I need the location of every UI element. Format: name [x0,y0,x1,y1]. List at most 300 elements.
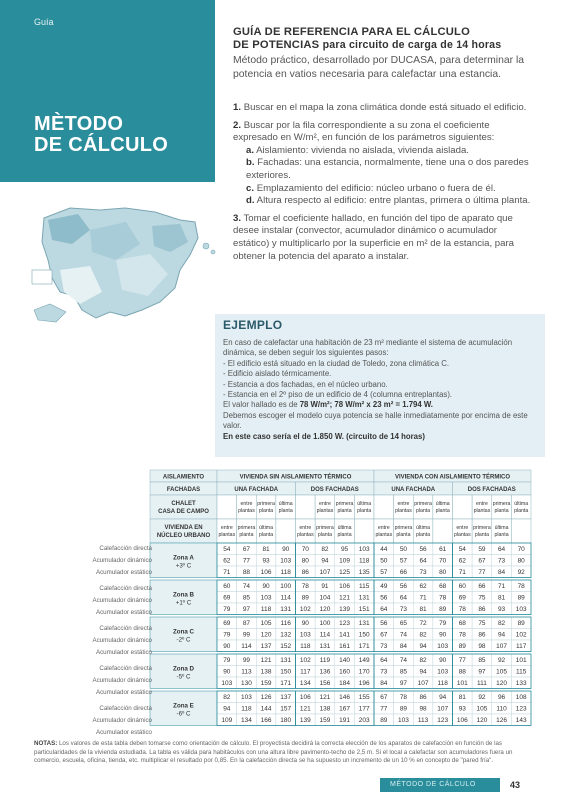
table-value: 100 [280,583,292,591]
table-value: 69 [223,594,231,602]
table-value: 89 [458,643,466,651]
table-value: 103 [280,557,292,565]
table-value: 140 [339,657,350,665]
table-value: 115 [516,668,527,676]
table-value: 81 [262,546,270,554]
table-row-label: Calefacción directa [99,625,152,632]
table-value: 82 [497,620,506,628]
table-value: 73 [419,569,427,577]
header-col-cell [296,519,316,543]
intro-paragraph: Método práctico, desarrollado por DUCASA, para determinar la potencia en vatios necesaria para calefactar una estancia. [233,55,525,80]
table-value: 103 [221,680,233,688]
table-value: 106 [456,717,468,725]
header-col-cell [413,495,433,519]
table-value: 141 [339,631,350,639]
step-2-b-text: Fachadas: una estancia, normalmente, tiene una o dos paredes exteriores. [246,157,529,181]
header-fachada-group: DOS FACHADAS [310,487,359,493]
spain-map-graphic [30,200,220,330]
step-2-c-text: Emplazamiento del edificio: núcleo urbano o fuera de él. [256,182,496,194]
table-value: 96 [497,694,506,702]
table-value: 62 [419,583,427,591]
header-col-cell [237,495,257,519]
header-col-line2: planta [258,508,274,514]
step-2-c-letter: c. [246,182,255,194]
table-value: 123 [339,620,350,628]
table-value: 131 [358,620,370,628]
table-value: 79 [439,620,447,628]
table-value: 109 [221,717,233,725]
table-value: 86 [478,631,486,639]
table-value: 82 [419,631,427,639]
example-bullet-1: - El edificio está situado en la ciudad de Toledo, zona climática C. [223,358,450,368]
notes-label: NOTAS: [34,740,58,747]
table-value: 137 [280,694,292,702]
zone-temp: -6º C [176,710,191,718]
table-value: 86 [478,606,486,614]
table-value: 61 [439,546,447,554]
table-value: 166 [260,717,272,725]
table-value: 90 [439,631,447,639]
step-2-b [233,157,533,182]
table-value: 94 [497,631,506,639]
header-nucleo-line2: NÚCLEO URBANO [156,533,211,539]
example-paragraph-2: Debemos escoger el modelo cuya potencia se halle inmediatamente por encima de este valor. [223,410,528,431]
table-value: 184 [339,680,350,688]
table-value: 90 [223,668,231,676]
table-value: 105 [260,620,272,628]
table-value: 85 [242,594,251,602]
header-col-line1: última [278,501,293,507]
header-col-line2: plantas [238,508,255,514]
header-chalet-cell [150,495,217,519]
table-value: 103 [437,643,449,651]
header-col-cell [256,519,276,543]
header-col-cell [413,519,433,543]
table-value: 93 [497,606,506,614]
table-value: 102 [515,631,527,639]
header-col-line2: plantas [453,532,471,538]
table-value: 171 [280,680,292,688]
table-row-label: Calefacción directa [99,705,152,712]
step-1 [233,102,533,115]
header-col-cell [472,495,492,519]
table-value: 59 [478,546,486,554]
header-col-line1: primera [335,501,354,507]
step-2-text: Buscar por la fila correspondiente a su zona el coeficiente expresado en W/m², en función de los parámetros siguientes: [233,119,495,144]
table-value: 117 [516,643,527,651]
table-value: 64 [419,557,427,565]
step-2-d [233,195,533,208]
header-col-line1: entre [319,501,331,507]
table-value: 109 [339,557,350,565]
table-value: 106 [260,569,272,577]
zone-name: Zona D [173,665,194,673]
example-result-value: 78 W/m²; 78 W/m² x 23 m² = 1.794 W. [299,400,433,410]
table-value: 87 [242,620,251,628]
table-value: 88 [458,668,466,676]
step-2-b-letter: b. [246,157,255,169]
table-value: 73 [380,643,388,651]
header-col-line1: entre [377,525,390,531]
table-value: 78 [458,606,466,614]
notes-text: Los valores de esta tabla deben tomarse como orientación de cálculo. El proyectista decidirá la correcta elección de los aparatos de calefacción en función de las particularidades de la vivienda estudiada. La tabla es válida para habitáculos con una altura libre pavimento-techo de 2,5 m. Si el local a calefactar son acumuladores fuera un comercio, escuela, oficina, tienda, etc. multiplicar el resultado por 0,85. En la calefacción directa se ha supuesto un incremento de un 10 % en concepto de "pared fría". [34,740,513,765]
table-value: 121 [299,705,311,713]
example-body [223,338,537,442]
table-value: 90 [282,546,290,554]
header-col-line1: última [259,525,273,531]
table-row-label: Calefacción directa [99,545,152,552]
header-col-cell [354,495,374,519]
table-row-label: Acumulador dinámico [92,677,152,684]
table-value: 73 [497,557,506,565]
table-row-label: Acumulador estático [95,689,152,696]
step-3-number: 3. [233,212,242,224]
step-2-c [233,183,533,196]
header-col-line1: primera [473,525,491,531]
title-line-1: GUÍA DE REFERENCIA PARA EL CÁLCULO [233,26,470,38]
title-line-2 [233,39,538,52]
table-value: 95 [340,546,349,554]
header-sin-aislamiento: VIVIENDA SIN AISLAMIENTO TÉRMICO [239,474,352,481]
table-value: 143 [515,717,527,725]
table-value: 146 [339,694,350,702]
table-value: 99 [242,631,251,639]
table-value: 67 [380,694,388,702]
step-3-text: Tomar el coeficiente hallado, en función del tipo de aparato que desee instalar (convector, acumulador dinámico o acumulador estático) y multiplicarlo por la superficie en m² de la estancia, para obtener la potencia del aparato a instalar. [233,212,515,262]
table-value: 118 [300,643,311,651]
table-value: 103 [241,694,252,702]
table-value: 126 [496,717,507,725]
header-col-cell [237,519,257,543]
header-col-line2: planta [514,508,529,514]
table-value: 70 [517,546,525,554]
table-value: 191 [339,717,350,725]
table-value: 106 [299,694,311,702]
table-value: 160 [339,668,350,676]
table-value: 68 [458,620,466,628]
zone-name: Zona C [173,628,194,636]
table-value: 94 [419,668,427,676]
table-value: 115 [359,583,370,591]
table-value: 64 [380,657,388,665]
table-value: 149 [358,657,370,665]
header-empty-cell [354,519,374,543]
table-value: 116 [280,620,291,628]
table-value: 80 [301,557,309,565]
table-value: 111 [476,680,487,688]
table-value: 57 [399,557,408,565]
table-value: 131 [319,643,331,651]
table-value: 101 [515,657,527,665]
header-col-line2: plantas [473,508,491,514]
section-label: Guía [34,17,54,27]
table-value: 97 [242,606,251,614]
header-chalet-line1: CHALET [171,501,196,507]
header-col-line2: planta [396,532,411,538]
title-line-2-rest: para circuito de carga de 14 horas [322,39,502,51]
header-con-aislamiento: VIVIENDA CON AISLAMIENTO TÉRMICO [394,474,511,481]
zone-name: Zona E [173,702,194,710]
header-col-line2: planta [435,508,450,514]
table-value: 77 [458,657,466,665]
header-empty-cell [453,495,473,519]
table-value: 84 [497,569,506,577]
table-value: 105 [496,668,507,676]
table-value: 66 [478,583,486,591]
table-value: 157 [280,705,292,713]
table-value: 82 [419,657,427,665]
table-value: 74 [399,657,408,665]
table-value: 152 [280,643,292,651]
table-value: 69 [223,620,231,628]
header-col-line2: plantas [316,508,334,514]
table-value: 98 [419,705,427,713]
table-value: 82 [321,546,329,554]
table-row-label: Acumulador dinámico [92,637,152,644]
table-value: 107 [437,705,449,713]
coefficient-table-graphic [150,470,531,725]
footer-section-label: MÉTODO DE CÁLCULO [390,781,476,788]
header-col-line2: plantas [375,532,393,538]
zone-name: Zona B [173,591,194,599]
header-col-cell [335,519,355,543]
table-value: 74 [399,631,408,639]
zone-temp: -2º C [176,636,191,644]
table-value: 86 [301,569,309,577]
header-col-cell [394,495,414,519]
header-col-line1: primera [316,525,334,531]
table-value: 67 [478,557,486,565]
table-value: 70 [301,546,309,554]
table-value: 114 [280,594,291,602]
table-value: 81 [458,694,466,702]
example-conclusion: En este caso sería el de 1.850 W. (circuito de 14 horas) [223,431,425,441]
header-col-cell [374,519,394,543]
example-box [215,314,545,457]
table-value: 138 [260,668,272,676]
table-value: 91 [321,583,329,591]
table-value: 90 [439,657,447,665]
header-col-line1: entre [220,525,233,531]
table-value: 86 [419,694,427,702]
table-value: 104 [319,594,331,602]
header-col-cell [217,519,237,543]
method-steps [233,102,533,268]
table-value: 108 [515,694,527,702]
table-value: 66 [399,569,408,577]
table-value: 98 [478,643,486,651]
header-empty-cell [433,519,453,543]
example-result [223,400,537,410]
header-col-line2: planta [278,508,293,514]
table-value: 107 [496,643,507,651]
header-col-line1: primera [237,525,256,531]
table-value: 93 [262,557,270,565]
table-value: 71 [419,594,427,602]
table-value: 56 [419,546,427,554]
table-value: 64 [399,594,408,602]
table-value: 114 [241,643,252,651]
table-value: 77 [380,705,388,713]
table-value: 79 [223,657,231,665]
header-empty-cell [511,519,531,543]
table-value: 131 [358,594,370,602]
table-value: 117 [300,668,311,676]
table-value: 78 [399,694,408,702]
header-col-cell [335,495,355,519]
step-1-text: Buscar en el mapa la zona climática donde está situado el edificio. [243,102,527,113]
table-value: 81 [419,606,427,614]
table-value: 57 [380,569,388,577]
example-result-prefix: El valor hallado es de [223,400,300,410]
header-col-cell [256,495,276,519]
table-value: 88 [242,569,251,577]
zone-temp: +3º C [175,562,192,570]
table-value: 78 [517,583,525,591]
header-chalet-line2: CASA DE CAMPO [158,509,209,515]
header-col-cell [433,495,453,519]
table-value: 77 [242,557,251,565]
table-value: 79 [223,606,231,614]
header-col-line2: planta [258,532,274,538]
page-title [34,114,168,156]
table-value: 138 [319,705,331,713]
table-value: 89 [399,705,408,713]
table-value: 89 [517,620,525,628]
step-2-a-letter: a. [246,144,255,156]
header-col-line2: planta [415,532,431,538]
header-empty-cell [217,495,237,519]
header-col-line1: primera [394,525,413,531]
table-value: 75 [478,620,486,628]
header-col-line2: planta [357,508,372,514]
table-value: 74 [242,583,251,591]
header-empty-cell [374,495,394,519]
header-col-line1: última [416,525,430,531]
table-value: 78 [301,583,309,591]
table-row-label: Acumulador dinámico [92,597,152,604]
header-col-line2: plantas [395,508,412,514]
header-nucleo-cell [150,519,217,543]
header-col-line1: última [357,501,372,507]
table-value: 71 [223,569,231,577]
table-value: 120 [476,717,488,725]
table-value: 100 [319,620,331,628]
table-value: 103 [437,668,449,676]
header-fachada-group: UNA FACHADA [391,487,436,493]
table-value: 133 [515,680,527,688]
table-value: 77 [478,569,486,577]
table-value: 177 [358,705,370,713]
table-value: 73 [399,606,408,614]
step-2-a [233,145,533,158]
table-value: 118 [359,557,370,565]
table-value: 72 [419,620,427,628]
header-col-cell [315,519,335,543]
table-value: 92 [517,569,525,577]
footnotes [34,740,534,766]
header-empty-cell [296,495,316,519]
table-value: 123 [437,717,449,725]
header-col-line2: planta [494,508,509,514]
table-value: 93 [458,705,466,713]
header-col-line1: primera [492,501,511,507]
title-line-2-bold: DE POTENCIAS [233,39,320,51]
table-value: 135 [358,569,370,577]
table-value: 82 [223,694,231,702]
table-value: 67 [380,631,388,639]
table-value: 64 [497,546,506,554]
table-value: 81 [497,594,506,602]
table-value: 50 [380,557,388,565]
zone-temp: +1º C [175,599,192,607]
table-value: 50 [399,546,408,554]
table-value: 121 [260,657,272,665]
table-value: 85 [399,668,408,676]
table-value: 70 [439,557,447,565]
table-value: 97 [478,668,486,676]
table-value: 120 [496,680,507,688]
table-value: 94 [223,705,231,713]
header-col-cell [492,495,512,519]
step-2 [233,120,533,208]
table-value: 97 [399,680,408,688]
table-row-label: Calefacción directa [99,665,152,672]
header-col-line1: entre [299,525,312,531]
table-value: 121 [319,694,331,702]
table-value: 113 [417,717,429,725]
step-2-a-text: Aislamiento: vivienda no aislada, vivienda aislada. [256,144,469,156]
table-value: 64 [380,606,388,614]
table-value: 75 [478,594,486,602]
step-2-number: 2. [233,119,242,131]
table-value: 90 [223,643,231,651]
header-aislamiento: AISLAMIENTO [162,474,205,481]
table-value: 120 [319,606,331,614]
table-value: 118 [260,606,272,614]
table-value: 121 [339,594,350,602]
header-col-line1: primera [414,501,432,507]
table-value: 94 [439,694,447,702]
table-value: 110 [496,705,507,713]
table-value: 44 [380,546,388,554]
header-fachada-group: DOS FACHADAS [467,487,516,493]
table-value: 94 [419,643,427,651]
table-value: 103 [398,717,409,725]
table-value: 49 [380,583,388,591]
table-value: 56 [380,594,388,602]
header-fachada-group: UNA FACHADA [234,487,279,493]
table-value: 113 [241,668,252,676]
step-2-d-letter: d. [246,195,255,207]
table-value: 92 [478,694,486,702]
table-value: 62 [458,557,466,565]
table-value: 144 [260,705,272,713]
table-value: 69 [458,594,466,602]
table-value: 131 [280,657,292,665]
header-col-line2: planta [474,532,490,538]
header-col-line1: última [435,501,450,507]
table-value: 167 [339,705,350,713]
table-value: 80 [517,557,525,565]
table-value: 103 [515,606,527,614]
table-value: 155 [358,694,370,702]
zone-temp: -5º C [176,673,191,681]
table-value: 171 [358,643,370,651]
table-value: 79 [223,631,231,639]
table-value: 118 [280,569,291,577]
table-value: 136 [319,668,331,676]
